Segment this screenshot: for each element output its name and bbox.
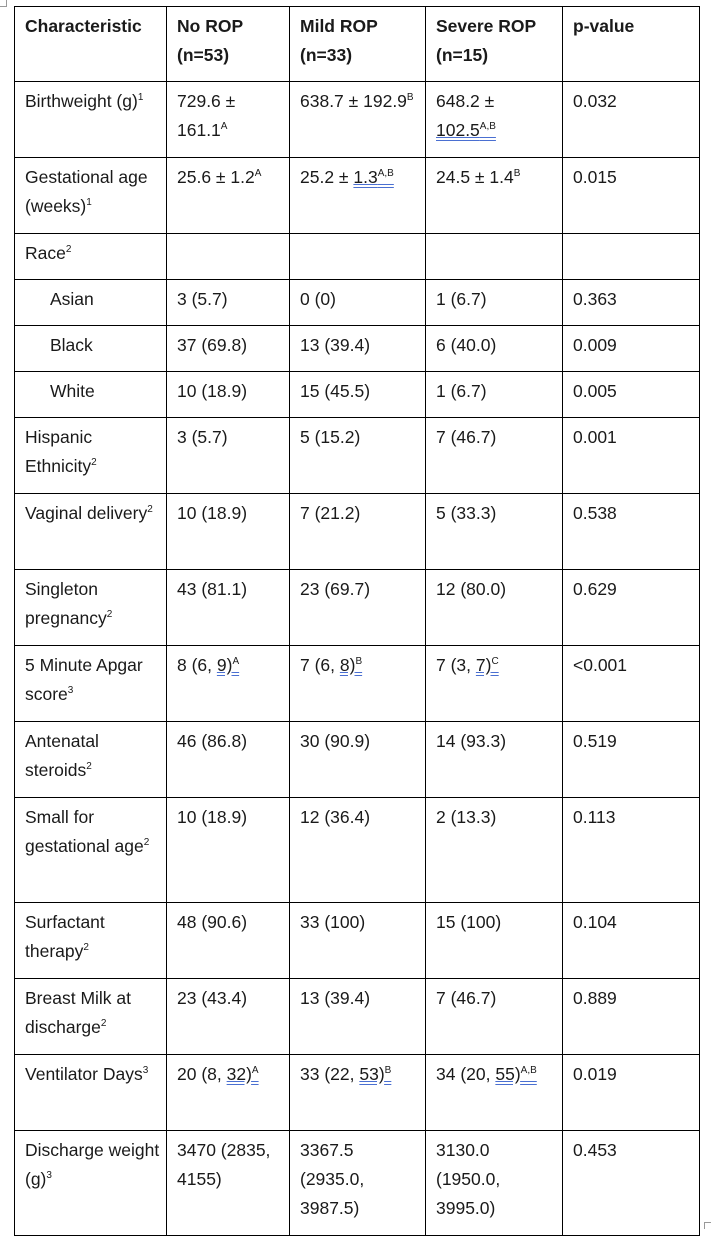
mild-rop-cell: 30 (90.9) — [290, 722, 426, 798]
severe-rop-cell: 6 (40.0) — [426, 326, 563, 372]
severe-rop-cell: 1 (6.7) — [426, 280, 563, 326]
table-row — [15, 494, 700, 570]
p-value-cell: 0.005 — [563, 372, 700, 418]
mild-rop-cell: 5 (15.2) — [290, 418, 426, 494]
spellcheck-underline: $102.5^{A,B}$ — [436, 120, 496, 140]
table-row — [15, 979, 700, 1055]
mild-rop-cell: 13 (39.4) — [290, 326, 426, 372]
table-header-row — [15, 7, 700, 82]
p-value-cell: 0.015 — [563, 158, 700, 234]
table-row — [15, 280, 700, 326]
p-value-cell: 0.363 — [563, 280, 700, 326]
table-row — [15, 1055, 700, 1131]
mild-rop-cell: 12 (36.4) — [290, 798, 426, 903]
severe-rop-cell: 3130.0 (1950.0, 3995.0) — [426, 1131, 563, 1236]
row-label: Antenatal steroids$^2$ — [15, 722, 167, 798]
severe-rop-cell: 2 (13.3) — [426, 798, 563, 903]
row-label: Gestational age (weeks)$^1$ — [15, 158, 167, 234]
header-p-value: p-value — [563, 7, 700, 82]
severe-rop-cell: $648.2 \pm 102.5^{A,B}$ — [426, 82, 563, 158]
table-row — [15, 798, 700, 903]
p-value-cell: 0.519 — [563, 722, 700, 798]
row-label: 5 Minute Apgar score$^3$ — [15, 646, 167, 722]
mild-rop-cell — [290, 234, 426, 280]
mild-rop-cell: 33 (22, 53)$^B$ — [290, 1055, 426, 1131]
row-label: Black — [15, 326, 167, 372]
no-rop-cell: 10 (18.9) — [167, 494, 290, 570]
p-value-cell: 0.009 — [563, 326, 700, 372]
page-corner-mark — [704, 1222, 711, 1229]
mild-rop-cell: 7 (6, 8)$^B$ — [290, 646, 426, 722]
row-label: Ventilator Days$^3$ — [15, 1055, 167, 1131]
header-no-rop: No ROP (n=53) — [167, 7, 290, 82]
row-label: Asian — [15, 280, 167, 326]
spellcheck-underline: 55)$^{A,B}$ — [495, 1064, 537, 1084]
table-row — [15, 234, 700, 280]
row-label: Surfactant therapy$^2$ — [15, 903, 167, 979]
table-row — [15, 326, 700, 372]
mild-rop-cell: 7 (21.2) — [290, 494, 426, 570]
no-rop-cell: 3 (5.7) — [167, 280, 290, 326]
row-label: Small for gestational age$^2$ — [15, 798, 167, 903]
severe-rop-cell: 7 (3, 7)$^C$ — [426, 646, 563, 722]
severe-rop-cell: 7 (46.7) — [426, 418, 563, 494]
no-rop-cell: 10 (18.9) — [167, 798, 290, 903]
page-corner-mark — [0, 0, 7, 7]
row-label: Breast Milk at discharge$^2$ — [15, 979, 167, 1055]
mild-rop-cell: 15 (45.5) — [290, 372, 426, 418]
p-value-cell: 0.001 — [563, 418, 700, 494]
p-value-cell: 0.104 — [563, 903, 700, 979]
table-row — [15, 570, 700, 646]
mild-rop-cell: $638.7 \pm 192.9^B$ — [290, 82, 426, 158]
row-label: White — [15, 372, 167, 418]
p-value-cell: 0.113 — [563, 798, 700, 903]
table-row — [15, 82, 700, 158]
severe-rop-cell: $24.5 \pm 1.4^B$ — [426, 158, 563, 234]
no-rop-cell: 43 (81.1) — [167, 570, 290, 646]
p-value-cell: 0.032 — [563, 82, 700, 158]
spellcheck-underline: 9)$^A$ — [216, 655, 240, 675]
spellcheck-underline: 7)$^C$ — [475, 655, 499, 675]
no-rop-cell: 23 (43.4) — [167, 979, 290, 1055]
header-mild-rop: Mild ROP (n=33) — [290, 7, 426, 82]
table-row — [15, 1131, 700, 1236]
severe-rop-cell: 15 (100) — [426, 903, 563, 979]
row-label: Discharge weight $(g)^3$ — [15, 1131, 167, 1236]
severe-rop-cell: 1 (6.7) — [426, 372, 563, 418]
spellcheck-underline: 32)$^A$ — [226, 1064, 259, 1084]
p-value-cell: 0.453 — [563, 1131, 700, 1236]
row-label: Birthweight $(g)^1$ — [15, 82, 167, 158]
severe-rop-cell: 7 (46.7) — [426, 979, 563, 1055]
p-value-cell: 0.629 — [563, 570, 700, 646]
no-rop-cell: 20 (8, 32)$^A$ — [167, 1055, 290, 1131]
no-rop-cell: $729.6 \pm 161.1^A$ — [167, 82, 290, 158]
row-label: Race$^2$ — [15, 234, 167, 280]
no-rop-cell: 48 (90.6) — [167, 903, 290, 979]
p-value-cell: 0.538 — [563, 494, 700, 570]
severe-rop-cell: 12 (80.0) — [426, 570, 563, 646]
spellcheck-underline: 53)$^B$ — [359, 1064, 392, 1084]
spellcheck-underline: $1.3^{A,B}$ — [353, 167, 394, 187]
no-rop-cell: 8 (6, 9)$^A$ — [167, 646, 290, 722]
no-rop-cell: 10 (18.9) — [167, 372, 290, 418]
severe-rop-cell: 14 (93.3) — [426, 722, 563, 798]
characteristics-table-wrapper — [14, 6, 700, 1236]
mild-rop-cell: 0 (0) — [290, 280, 426, 326]
table-row — [15, 158, 700, 234]
p-value-cell — [563, 234, 700, 280]
no-rop-cell: 3 (5.7) — [167, 418, 290, 494]
no-rop-cell: 37 (69.8) — [167, 326, 290, 372]
no-rop-cell: $25.6 \pm 1.2^A$ — [167, 158, 290, 234]
header-severe-rop: Severe ROP (n=15) — [426, 7, 563, 82]
mild-rop-cell: 33 (100) — [290, 903, 426, 979]
severe-rop-cell: 34 (20, 55)$^{A,B}$ — [426, 1055, 563, 1131]
header-characteristic: Characteristic — [15, 7, 167, 82]
spellcheck-underline: 8)$^B$ — [339, 655, 363, 675]
mild-rop-cell: 23 (69.7) — [290, 570, 426, 646]
no-rop-cell: 46 (86.8) — [167, 722, 290, 798]
table-row — [15, 646, 700, 722]
p-value-cell: 0.889 — [563, 979, 700, 1055]
row-label: Singleton pregnancy$^2$ — [15, 570, 167, 646]
mild-rop-cell: $25.2 \pm 1.3^{A,B}$ — [290, 158, 426, 234]
table-row — [15, 903, 700, 979]
mild-rop-cell: 3367.5 (2935.0, 3987.5) — [290, 1131, 426, 1236]
mild-rop-cell: 13 (39.4) — [290, 979, 426, 1055]
no-rop-cell — [167, 234, 290, 280]
table-row — [15, 418, 700, 494]
p-value-cell: 0.019 — [563, 1055, 700, 1131]
p-value-cell: <0.001 — [563, 646, 700, 722]
severe-rop-cell — [426, 234, 563, 280]
table-row — [15, 722, 700, 798]
row-label: Vaginal delivery$^2$ — [15, 494, 167, 570]
characteristics-table — [14, 6, 700, 1236]
severe-rop-cell: 5 (33.3) — [426, 494, 563, 570]
no-rop-cell: 3470 (2835, 4155) — [167, 1131, 290, 1236]
row-label: Hispanic Ethnicity$^2$ — [15, 418, 167, 494]
table-row — [15, 372, 700, 418]
